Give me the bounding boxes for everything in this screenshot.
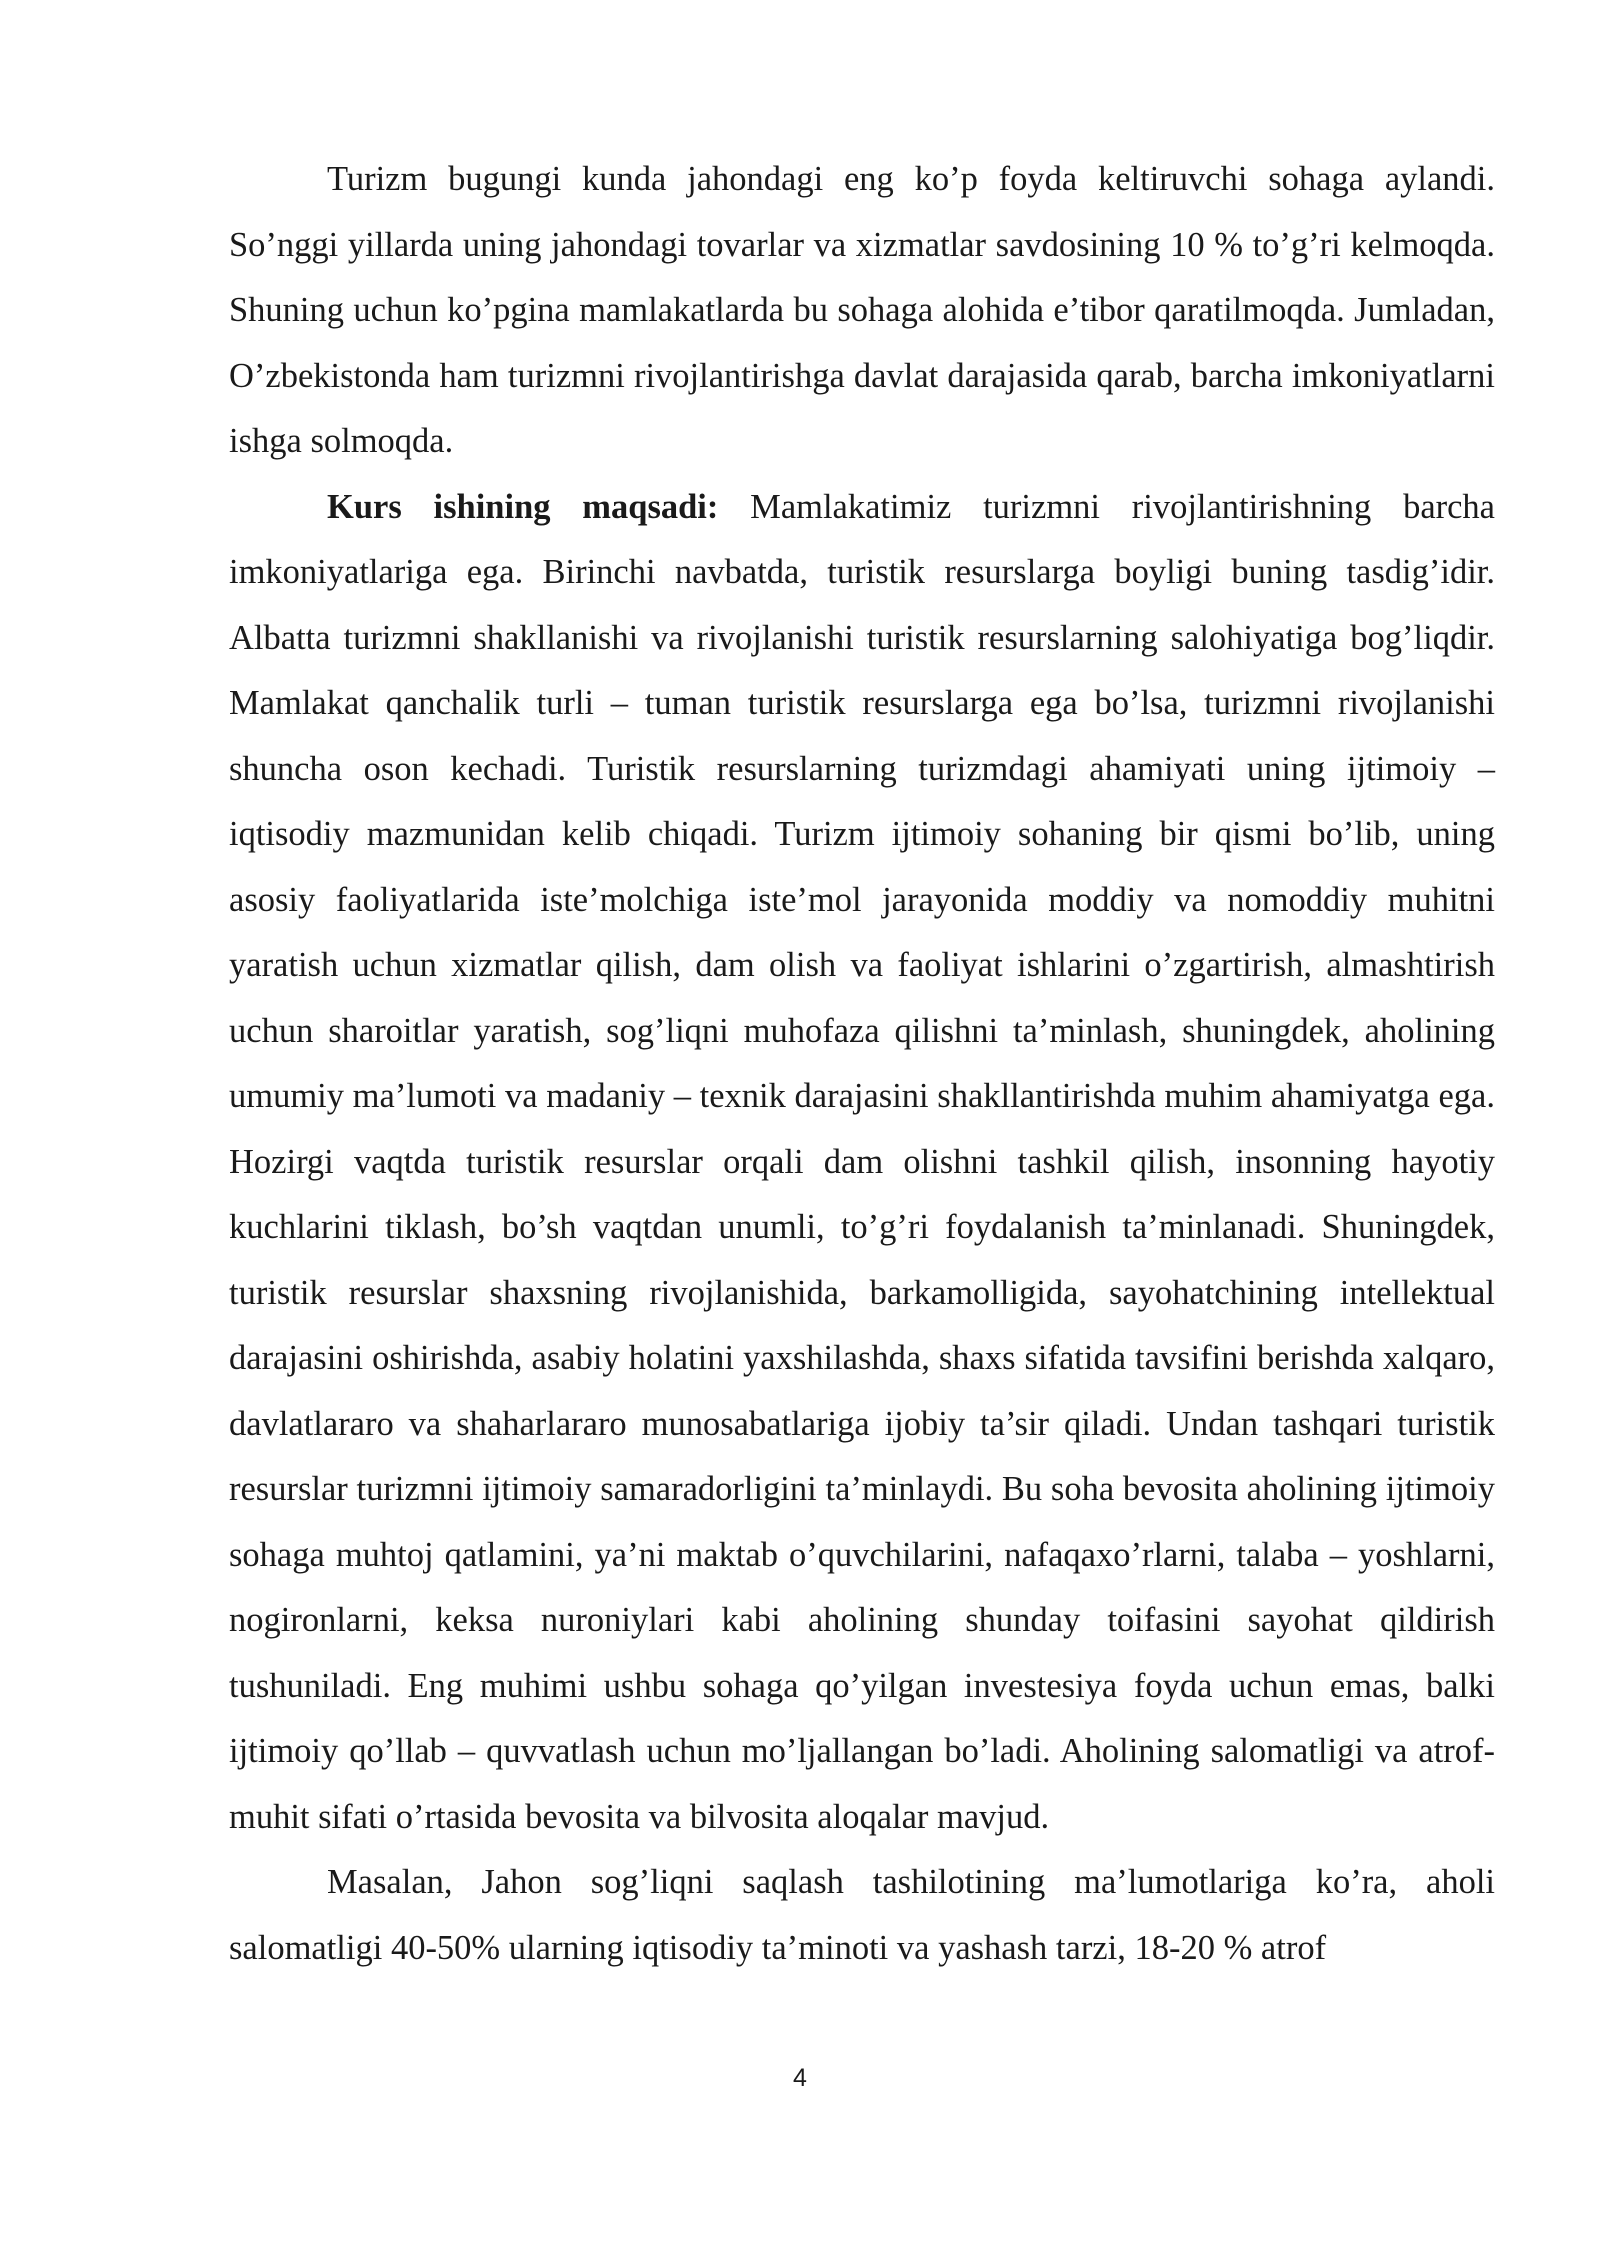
paragraph-example	[229, 1850, 1495, 1981]
paragraph-example-text: Masalan, Jahon sog’liqni saqlash tashilotining ma’lumotlariga ko’ra, aholi salomatligi 40-50% ularning iqtisodiy ta’minoti va yashash tarzi, 18-20 % atrof	[229, 1863, 1495, 1967]
paragraph-course-goal	[229, 475, 1495, 1851]
paragraph-intro-text: Turizm bugungi kunda jahondagi eng ko’p foyda keltiruvchi sohaga aylandi. So’nggi yillarda uning jahondagi tovarlar va xizmatlar savdosining 10 % to’g’ri kelmoqda. Shuning uchun ko’pgina mamlakatlarda bu sohaga alohida e’tibor qaratilmoqda. Jumladan, O’zbekistonda ham turizmni rivojlantirishga davlat darajasida qarab, barcha imkoniyatlarni ishga solmoqda.	[229, 160, 1495, 460]
paragraph-intro	[229, 147, 1495, 475]
page-number: 4	[793, 2064, 807, 2092]
paragraph-course-goal-text: Mamlakatimiz turizmni rivojlantirishning barcha imkoniyatlariga ega. Birinchi navbatda, turistik resurslarga boyligi buning tasdig’idir. Albatta turizmni shakllanishi va rivojlanishi turistik resurslarning salohiyatiga bog’liqdir. Mamlakat qanchalik turli – tuman turistik resurslarga ega bo’lsa, turizmni rivojlanishi shuncha oson kechadi. Turistik resurslarning turizmdagi ahamiyati uning ijtimoiy – iqtisodiy mazmunidan kelib chiqadi. Turizm ijtimoiy sohaning bir qismi bo’lib, uning asosiy faoliyatlarida iste’molchiga iste’mol jarayonida moddiy va nomoddiy muhitni yaratish uchun xizmatlar qilish, dam olish va faoliyat ishlarini o’zgartirish, almashtirish uchun sharoitlar yaratish, sog’liqni muhofaza qilishni ta’minlash, shuningdek, aholining umumiy ma’lumoti va madaniy – texnik darajasini shakllantirishda muhim ahamiyatga ega. Hozirgi vaqtda turistik resurslar orqali dam olishni tashkil qilish, insonning hayotiy kuchlarini tiklash, bo’sh vaqtdan unumli, to’g’ri foydalanish ta’minlanadi. Shuningdek, turistik resurslar shaxsning rivojlanishida, barkamolligida, sayohatchining intellektual darajasini oshirishda, asabiy holatini yaxshilashda, shaxs sifatida tavsifini berishda xalqaro, davlatlararo va shaharlararo munosabatlariga ijobiy ta’sir qiladi. Undan tashqari turistik resurslar turizmni ijtimoiy samaradorligini ta’minlaydi. Bu soha bevosita aholining ijtimoiy sohaga muhtoj qatlamini, ya’ni maktab o’quvchilarini, nafaqaxo’rlarni, talaba – yoshlarni, nogironlarni, keksa nuroniylari kabi aholining shunday toifasini sayohat qildirish tushuniladi. Eng muhimi ushbu sohaga qo’yilgan investesiya foyda uchun emas, balki ijtimoiy qo’llab – quvvatlash uchun mo’ljallangan bo’ladi. Aholining salomatligi va atrof-muhit sifati o’rtasida bevosita va bilvosita aloqalar mavjud.	[229, 487, 1495, 1836]
course-goal-heading: Kurs ishining maqsadi:	[327, 487, 719, 526]
body-text	[229, 147, 1495, 1981]
